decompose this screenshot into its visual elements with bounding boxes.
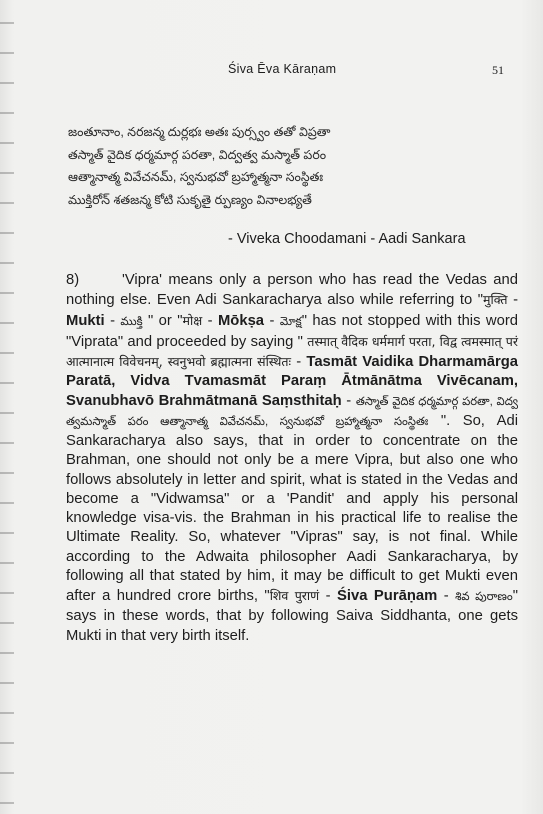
page-number: 51 bbox=[492, 63, 504, 77]
devanagari-word: मोक्ष bbox=[182, 312, 203, 328]
text-segment: - bbox=[202, 312, 218, 329]
transliteration: Tasmāt Vaidika Dharmamārga Paratā, Vidva Tvamasmāt Paraṃ Ātmānātma Vivēcanam, Svanubhavō Brahmātmanā Saṃsthitaḥ bbox=[66, 354, 519, 409]
telugu-verse bbox=[68, 121, 508, 247]
paragraph-number: 8) bbox=[66, 272, 80, 288]
text-segment: - bbox=[507, 292, 518, 309]
running-header bbox=[0, 62, 543, 82]
transliteration: Śiva Purāṇam bbox=[337, 588, 438, 604]
text-segment: " or " bbox=[142, 312, 183, 329]
text-segment: " has not stopped with this word "Viprata" and proceeded by saying " bbox=[66, 312, 518, 350]
verse-line: తస్మాత్ వైదిక ధర్మమార్గ పరతా, విద్వత్వ మస్మాత్ పరం bbox=[68, 147, 327, 162]
header-title: Śiva Ēva Kāraṇam bbox=[228, 62, 337, 76]
paragraph-8 bbox=[66, 271, 518, 646]
devanagari-word: मुक्ति bbox=[482, 292, 508, 308]
text-segment: - bbox=[319, 588, 338, 604]
text-segment: - bbox=[104, 312, 121, 329]
telugu-word: శివ పురాణం bbox=[455, 591, 513, 603]
telugu-word: ముక్తి bbox=[120, 315, 143, 328]
verse-attribution: - Viveka Choodamani - Aadi Sankara bbox=[228, 231, 466, 247]
transliteration: Mukti bbox=[66, 312, 105, 329]
telugu-word: మోక్ష bbox=[279, 315, 302, 328]
text-segment: - bbox=[291, 354, 307, 370]
verse-line: జంతూనాం, నరజన్మ దుర్లభః అతః పుర్స్వం తతో విప్రతా bbox=[68, 125, 331, 139]
text-segment: ". So, Adi Sankaracharya also says, that in order to concentrate on the Brahman, one should not only be a mere Vipra, but also one who follows absolutely in letter and spirit, what is stated in the Vedas and become a "Vidwamsa" or a 'Pandit' and apply his personal knowledge visa-vis. the Brahman in his practical life to realise the Ultimate Reality. So, whatever "Vipras" say, is not final. While according to the Adwaita philosopher Aadi Sankaracharya, by following all that stated by him, it may be difficult to get Mukti even after a hundred crore births, " bbox=[66, 412, 518, 604]
text-segment: - bbox=[341, 392, 356, 409]
devanagari-word: शिव पुराणं bbox=[269, 588, 320, 603]
telugu-quote: తస్మాత్ వైదిక ధర్మమార్గ పరతా, విద్వ త్వమస్మాత్ పరం ఆత్మానాత్మ వివేచనమ్, స్వనుభవో బ్రహ్మాత్మనా సంస్థితః bbox=[66, 395, 519, 428]
verse-line: ఆత్మానాత్మ వివేచనమ్, స్వనుభవో బ్రహ్మాత్మనా సంస్థితః bbox=[68, 170, 324, 184]
verse-line: ముక్తిరోన్ శతజన్మ కోటి సుకృతై ర్పుణ్యం వినాలభ్యతే bbox=[68, 192, 312, 207]
text-segment: - bbox=[264, 312, 280, 329]
devanagari-quote: तस्मात् वैदिक धर्ममार्ग परता, विद्व त्वमस्मात् परं आत्मानात्म विवेचनम्, स्वनुभवो ब्रह्मात्मना संस्थितः bbox=[66, 333, 519, 369]
text-segment: 'Vipra' means only a person who has read the Vedas and nothing else. Even Adi Sankaracharya also while referring to " bbox=[66, 272, 518, 309]
text-segment: - bbox=[437, 588, 456, 604]
transliteration: Mōkṣa bbox=[217, 312, 265, 329]
page-edge-binding bbox=[0, 0, 14, 814]
text-segment: " says in these words, that by following Saiva Siddhanta, one gets Mukti in that very birth itself. bbox=[66, 588, 518, 644]
